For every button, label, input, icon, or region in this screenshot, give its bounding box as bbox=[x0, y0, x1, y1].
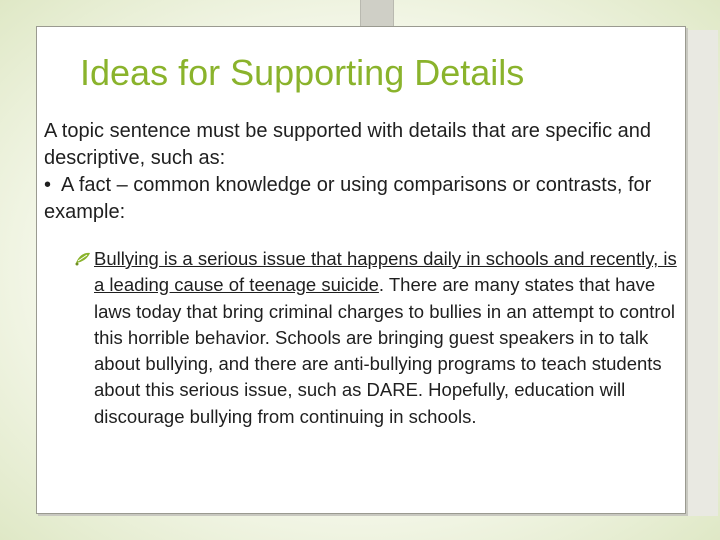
bullet-text: A fact – common knowledge or using comparisons or contrasts, for example: bbox=[44, 174, 652, 223]
decorative-tab bbox=[360, 0, 394, 29]
leaf-bullet-icon bbox=[74, 249, 92, 267]
example-paragraph bbox=[94, 246, 682, 430]
example-rest-text: . There are many states that have laws today that bring criminal charges to bullies in an attempt to control this horrible behavior. Schools are bringing guest speakers in to talk about bullying, and there are anti-bullying programs to teach students about this serious issue, such as DARE. Hopefully, education will discourage bullying from continuing in schools. bbox=[94, 274, 675, 427]
bullet-item bbox=[44, 172, 674, 226]
slide-title: Ideas for Supporting Details bbox=[80, 52, 525, 93]
intro-paragraph bbox=[44, 118, 674, 226]
bullet-marker: • bbox=[44, 174, 52, 196]
example-underlined-text: Bullying is a serious issue that happens daily in schools and recently, is a leading cause of teenage suicide bbox=[94, 248, 677, 296]
intro-text: A topic sentence must be supported with details that are specific and descriptive, such as: bbox=[44, 120, 652, 169]
